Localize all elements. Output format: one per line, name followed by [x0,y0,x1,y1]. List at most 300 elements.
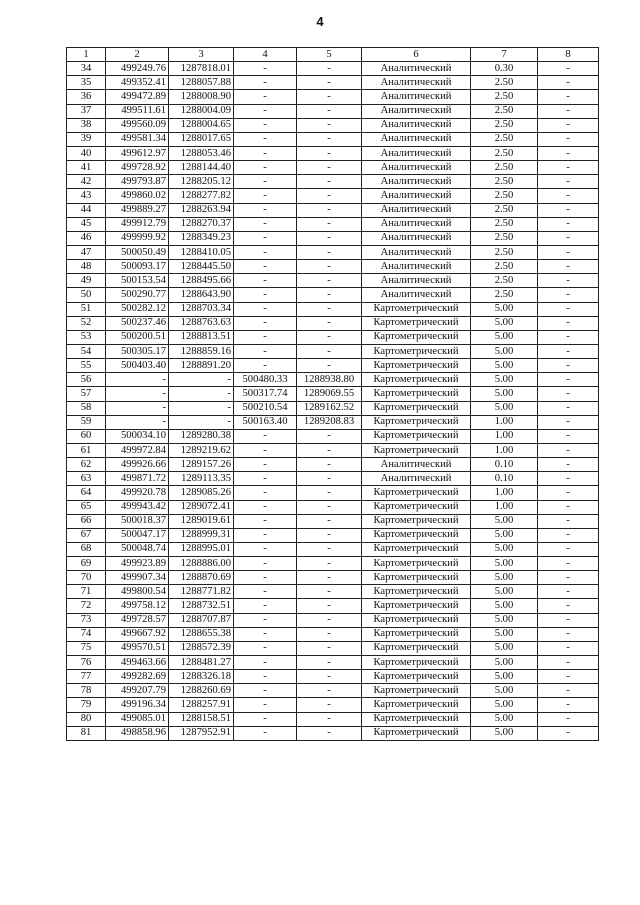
x-coordinate-cell: 499999.92 [106,231,169,245]
x-coordinate-cell: 499728.57 [106,613,169,627]
accuracy-cell: 2.50 [471,76,538,90]
method-cell: Аналитический [362,76,471,90]
y-coordinate-alt-cell: - [297,260,362,274]
x-coordinate-alt-cell: - [234,712,297,726]
x-coordinate-alt-cell: - [234,231,297,245]
table-row [67,585,599,599]
x-coordinate-cell: 500018.37 [106,514,169,528]
point-number-cell: 46 [67,231,106,245]
x-coordinate-alt-cell: - [234,542,297,556]
accuracy-cell: 2.50 [471,104,538,118]
method-cell: Картометрический [362,571,471,585]
x-coordinate-cell: 499249.76 [106,62,169,76]
y-coordinate-alt-cell: - [297,344,362,358]
method-cell: Картометрический [362,542,471,556]
accuracy-cell: 2.50 [471,231,538,245]
method-cell: Аналитический [362,118,471,132]
note-cell: - [538,486,599,500]
note-cell: - [538,443,599,457]
accuracy-cell: 5.00 [471,585,538,599]
accuracy-cell: 2.50 [471,203,538,217]
note-cell: - [538,698,599,712]
point-number-cell: 51 [67,302,106,316]
note-cell: - [538,458,599,472]
table-row [67,146,599,160]
method-cell: Картометрический [362,528,471,542]
y-coordinate-cell: 1288891.20 [169,359,234,373]
point-number-cell: 37 [67,104,106,118]
point-number-cell: 57 [67,387,106,401]
accuracy-cell: 0.30 [471,62,538,76]
table-row [67,344,599,358]
x-coordinate-alt-cell: - [234,698,297,712]
method-cell: Аналитический [362,231,471,245]
x-coordinate-cell: 500093.17 [106,260,169,274]
y-coordinate-alt-cell: - [297,585,362,599]
note-cell: - [538,288,599,302]
note-cell: - [538,344,599,358]
x-coordinate-alt-cell: 500480.33 [234,373,297,387]
accuracy-cell: 2.50 [471,245,538,259]
x-coordinate-cell: 500050.49 [106,245,169,259]
x-coordinate-alt-cell: - [234,627,297,641]
x-coordinate-alt-cell: - [234,557,297,571]
x-coordinate-cell: 498858.96 [106,726,169,740]
accuracy-cell: 5.00 [471,698,538,712]
note-cell: - [538,330,599,344]
x-coordinate-alt-cell: - [234,684,297,698]
table-row [67,613,599,627]
y-coordinate-cell: 1288813.51 [169,330,234,344]
method-cell: Аналитический [362,146,471,160]
note-cell: - [538,726,599,740]
x-coordinate-alt-cell: - [234,316,297,330]
note-cell: - [538,203,599,217]
y-coordinate-alt-cell: - [297,161,362,175]
table-row [67,542,599,556]
y-coordinate-cell: 1288057.88 [169,76,234,90]
table-row [67,316,599,330]
y-coordinate-cell: 1289113.35 [169,472,234,486]
x-coordinate-cell: 499923.89 [106,557,169,571]
x-coordinate-alt-cell: - [234,288,297,302]
table-row [67,189,599,203]
method-cell: Картометрический [362,613,471,627]
table-row [67,571,599,585]
accuracy-cell: 5.00 [471,684,538,698]
y-coordinate-alt-cell: - [297,132,362,146]
accuracy-cell: 2.50 [471,90,538,104]
method-cell: Картометрический [362,656,471,670]
y-coordinate-alt-cell: - [297,627,362,641]
accuracy-cell: 5.00 [471,387,538,401]
header-cell: 3 [169,48,234,62]
y-coordinate-alt-cell: - [297,557,362,571]
point-number-cell: 67 [67,528,106,542]
x-coordinate-alt-cell: - [234,599,297,613]
x-coordinate-cell: 499612.97 [106,146,169,160]
table-row [67,429,599,443]
y-coordinate-alt-cell: - [297,641,362,655]
point-number-cell: 50 [67,288,106,302]
x-coordinate-alt-cell: - [234,132,297,146]
y-coordinate-cell: 1287818.01 [169,62,234,76]
method-cell: Аналитический [362,161,471,175]
note-cell: - [538,656,599,670]
table-row [67,231,599,245]
point-number-cell: 68 [67,542,106,556]
point-number-cell: 52 [67,316,106,330]
x-coordinate-alt-cell: - [234,528,297,542]
y-coordinate-cell: 1288859.16 [169,344,234,358]
point-number-cell: 36 [67,90,106,104]
x-coordinate-cell: 500200.51 [106,330,169,344]
note-cell: - [538,585,599,599]
y-coordinate-cell: 1288053.46 [169,146,234,160]
point-number-cell: 38 [67,118,106,132]
y-coordinate-alt-cell: - [297,712,362,726]
y-coordinate-cell: - [169,387,234,401]
y-coordinate-cell: 1288763.63 [169,316,234,330]
x-coordinate-cell: 500153.54 [106,274,169,288]
accuracy-cell: 1.00 [471,443,538,457]
x-coordinate-alt-cell: - [234,613,297,627]
x-coordinate-alt-cell: 500317.74 [234,387,297,401]
accuracy-cell: 2.50 [471,175,538,189]
y-coordinate-alt-cell: 1289162.52 [297,401,362,415]
y-coordinate-alt-cell: - [297,146,362,160]
x-coordinate-alt-cell: - [234,344,297,358]
x-coordinate-alt-cell: - [234,118,297,132]
y-coordinate-alt-cell: - [297,76,362,90]
y-coordinate-cell: 1288995.01 [169,542,234,556]
note-cell: - [538,571,599,585]
y-coordinate-alt-cell: - [297,528,362,542]
point-number-cell: 40 [67,146,106,160]
y-coordinate-cell: 1288410.05 [169,245,234,259]
point-number-cell: 65 [67,500,106,514]
method-cell: Картометрический [362,698,471,712]
point-number-cell: 64 [67,486,106,500]
table-body [67,62,599,741]
y-coordinate-cell: 1289280.38 [169,429,234,443]
accuracy-cell: 5.00 [471,528,538,542]
note-cell: - [538,76,599,90]
point-number-cell: 53 [67,330,106,344]
x-coordinate-alt-cell: 500163.40 [234,415,297,429]
x-coordinate-alt-cell: - [234,245,297,259]
note-cell: - [538,387,599,401]
accuracy-cell: 1.00 [471,415,538,429]
y-coordinate-cell: - [169,373,234,387]
note-cell: - [538,373,599,387]
accuracy-cell: 5.00 [471,373,538,387]
point-number-cell: 42 [67,175,106,189]
table-row [67,132,599,146]
note-cell: - [538,161,599,175]
point-number-cell: 75 [67,641,106,655]
note-cell: - [538,245,599,259]
table-row [67,161,599,175]
table-row [67,599,599,613]
method-cell: Картометрический [362,712,471,726]
header-row [67,48,599,62]
table-row [67,486,599,500]
table-row [67,684,599,698]
table-row [67,726,599,740]
table-row [67,245,599,259]
y-coordinate-alt-cell: - [297,472,362,486]
x-coordinate-alt-cell: - [234,161,297,175]
x-coordinate-cell: 499972.84 [106,443,169,457]
x-coordinate-cell: 500047.17 [106,528,169,542]
point-number-cell: 45 [67,217,106,231]
note-cell: - [538,217,599,231]
method-cell: Картометрический [362,330,471,344]
header-cell: 2 [106,48,169,62]
x-coordinate-cell: 499352.41 [106,76,169,90]
x-coordinate-alt-cell: - [234,443,297,457]
method-cell: Картометрический [362,387,471,401]
x-coordinate-alt-cell: - [234,585,297,599]
method-cell: Картометрический [362,359,471,373]
x-coordinate-cell: 499758.12 [106,599,169,613]
table-header [67,48,599,62]
point-number-cell: 59 [67,415,106,429]
point-number-cell: 74 [67,627,106,641]
table-row [67,557,599,571]
x-coordinate-alt-cell: - [234,486,297,500]
method-cell: Аналитический [362,274,471,288]
y-coordinate-alt-cell: - [297,670,362,684]
point-number-cell: 39 [67,132,106,146]
accuracy-cell: 5.00 [471,670,538,684]
point-number-cell: 80 [67,712,106,726]
y-coordinate-cell: 1288445.50 [169,260,234,274]
point-number-cell: 72 [67,599,106,613]
y-coordinate-alt-cell: - [297,189,362,203]
x-coordinate-cell: - [106,401,169,415]
method-cell: Картометрический [362,316,471,330]
y-coordinate-cell: 1289019.61 [169,514,234,528]
note-cell: - [538,613,599,627]
y-coordinate-alt-cell: - [297,288,362,302]
table-row [67,528,599,542]
method-cell: Картометрический [362,500,471,514]
note-cell: - [538,359,599,373]
note-cell: - [538,670,599,684]
table-row [67,627,599,641]
x-coordinate-cell: 499920.78 [106,486,169,500]
x-coordinate-cell: 499463.66 [106,656,169,670]
x-coordinate-cell: 499207.79 [106,684,169,698]
table-row [67,62,599,76]
note-cell: - [538,104,599,118]
y-coordinate-alt-cell: - [297,118,362,132]
y-coordinate-cell: 1288326.18 [169,670,234,684]
accuracy-cell: 5.00 [471,712,538,726]
y-coordinate-alt-cell: - [297,542,362,556]
point-number-cell: 44 [67,203,106,217]
table-row [67,670,599,684]
method-cell: Аналитический [362,217,471,231]
note-cell: - [538,528,599,542]
table-row [67,274,599,288]
x-coordinate-cell: 499871.72 [106,472,169,486]
y-coordinate-cell: 1288158.51 [169,712,234,726]
method-cell: Картометрический [362,302,471,316]
x-coordinate-cell: 499570.51 [106,641,169,655]
accuracy-cell: 5.00 [471,557,538,571]
y-coordinate-cell: 1288257.91 [169,698,234,712]
method-cell: Картометрический [362,557,471,571]
method-cell: Аналитический [362,260,471,274]
y-coordinate-alt-cell: - [297,613,362,627]
y-coordinate-cell: 1288270.37 [169,217,234,231]
y-coordinate-cell: 1288771.82 [169,585,234,599]
y-coordinate-alt-cell: - [297,698,362,712]
x-coordinate-alt-cell: - [234,274,297,288]
method-cell: Аналитический [362,62,471,76]
y-coordinate-cell: 1288004.09 [169,104,234,118]
point-number-cell: 62 [67,458,106,472]
y-coordinate-cell: 1288260.69 [169,684,234,698]
method-cell: Аналитический [362,104,471,118]
y-coordinate-alt-cell: - [297,245,362,259]
x-coordinate-cell: 499943.42 [106,500,169,514]
note-cell: - [538,415,599,429]
y-coordinate-cell: 1288481.27 [169,656,234,670]
x-coordinate-cell: - [106,373,169,387]
point-number-cell: 60 [67,429,106,443]
accuracy-cell: 1.00 [471,500,538,514]
method-cell: Аналитический [362,245,471,259]
point-number-cell: 34 [67,62,106,76]
note-cell: - [538,189,599,203]
table-row [67,359,599,373]
y-coordinate-alt-cell: - [297,443,362,457]
y-coordinate-alt-cell: - [297,90,362,104]
method-cell: Картометрический [362,486,471,500]
method-cell: Аналитический [362,175,471,189]
accuracy-cell: 5.00 [471,514,538,528]
x-coordinate-alt-cell: - [234,189,297,203]
method-cell: Картометрический [362,641,471,655]
y-coordinate-cell: 1288572.39 [169,641,234,655]
point-number-cell: 81 [67,726,106,740]
x-coordinate-cell: 499860.02 [106,189,169,203]
header-cell: 1 [67,48,106,62]
note-cell: - [538,557,599,571]
x-coordinate-cell: 499889.27 [106,203,169,217]
y-coordinate-alt-cell: 1289208.83 [297,415,362,429]
accuracy-cell: 5.00 [471,316,538,330]
x-coordinate-alt-cell: 500210.54 [234,401,297,415]
y-coordinate-cell: 1288703.34 [169,302,234,316]
y-coordinate-cell: 1288263.94 [169,203,234,217]
x-coordinate-cell: 499912.79 [106,217,169,231]
accuracy-cell: 5.00 [471,401,538,415]
table-row [67,373,599,387]
y-coordinate-alt-cell: - [297,175,362,189]
y-coordinate-alt-cell: - [297,514,362,528]
note-cell: - [538,641,599,655]
table-row [67,472,599,486]
y-coordinate-alt-cell: - [297,104,362,118]
method-cell: Аналитический [362,203,471,217]
accuracy-cell: 5.00 [471,571,538,585]
method-cell: Картометрический [362,401,471,415]
method-cell: Аналитический [362,90,471,104]
accuracy-cell: 5.00 [471,344,538,358]
header-cell: 4 [234,48,297,62]
note-cell: - [538,118,599,132]
note-cell: - [538,274,599,288]
y-coordinate-alt-cell: - [297,302,362,316]
y-coordinate-alt-cell: - [297,231,362,245]
y-coordinate-alt-cell: - [297,429,362,443]
method-cell: Картометрический [362,684,471,698]
y-coordinate-alt-cell: - [297,217,362,231]
point-number-cell: 41 [67,161,106,175]
y-coordinate-cell: 1288999.31 [169,528,234,542]
y-coordinate-cell: 1288732.51 [169,599,234,613]
table-row [67,76,599,90]
y-coordinate-alt-cell: - [297,656,362,670]
x-coordinate-alt-cell: - [234,330,297,344]
x-coordinate-alt-cell: - [234,359,297,373]
y-coordinate-alt-cell: - [297,486,362,500]
x-coordinate-cell: 499085.01 [106,712,169,726]
x-coordinate-cell: - [106,415,169,429]
method-cell: Картометрический [362,585,471,599]
accuracy-cell: 1.00 [471,429,538,443]
y-coordinate-cell: - [169,415,234,429]
y-coordinate-alt-cell: - [297,274,362,288]
table-row [67,514,599,528]
note-cell: - [538,90,599,104]
x-coordinate-cell: 499511.61 [106,104,169,118]
point-number-cell: 58 [67,401,106,415]
y-coordinate-cell: 1288495.66 [169,274,234,288]
method-cell: Картометрический [362,443,471,457]
table-row [67,104,599,118]
y-coordinate-cell: 1288886.00 [169,557,234,571]
point-number-cell: 79 [67,698,106,712]
y-coordinate-cell: 1288017.65 [169,132,234,146]
method-cell: Аналитический [362,472,471,486]
header-cell: 6 [362,48,471,62]
table-row [67,288,599,302]
x-coordinate-alt-cell: - [234,429,297,443]
x-coordinate-alt-cell: - [234,217,297,231]
accuracy-cell: 2.50 [471,217,538,231]
x-coordinate-alt-cell: - [234,76,297,90]
y-coordinate-cell: 1288870.69 [169,571,234,585]
x-coordinate-alt-cell: - [234,472,297,486]
y-coordinate-alt-cell: - [297,330,362,344]
accuracy-cell: 2.50 [471,288,538,302]
table-row [67,458,599,472]
method-cell: Картометрический [362,599,471,613]
note-cell: - [538,712,599,726]
point-number-cell: 66 [67,514,106,528]
accuracy-cell: 2.50 [471,146,538,160]
y-coordinate-cell: 1287952.91 [169,726,234,740]
accuracy-cell: 2.50 [471,132,538,146]
table-row [67,217,599,231]
note-cell: - [538,514,599,528]
